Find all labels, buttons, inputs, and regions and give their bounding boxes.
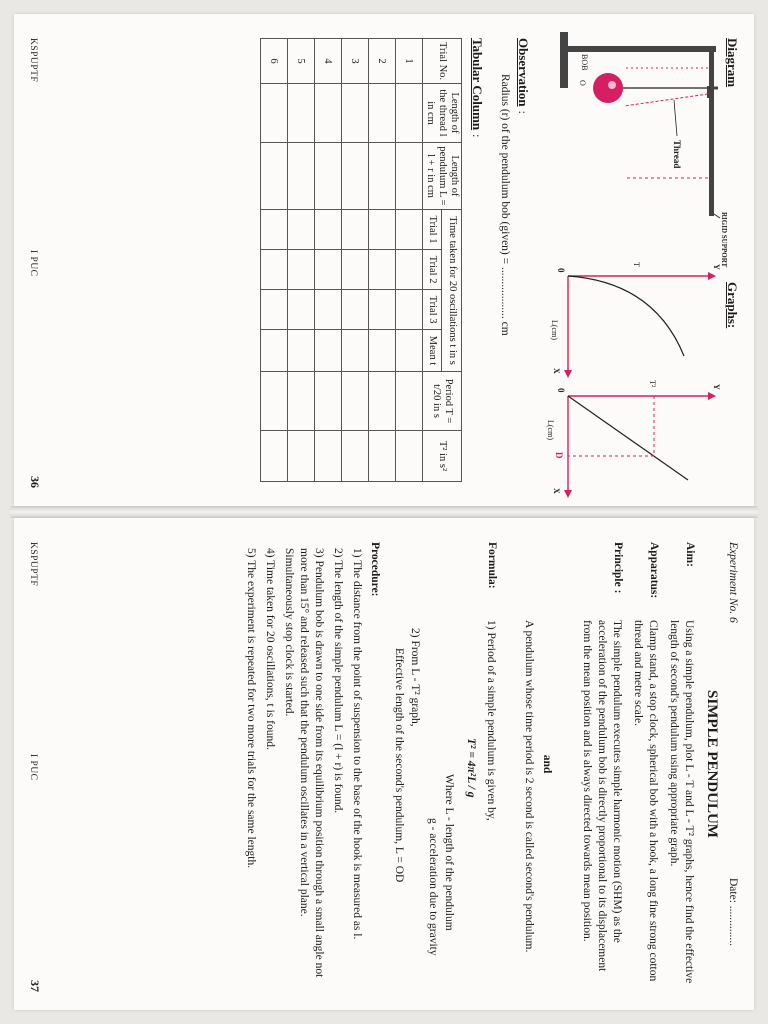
thread-pointer bbox=[674, 100, 677, 136]
date-field: Date: .............. bbox=[727, 878, 739, 947]
empty-cell bbox=[342, 84, 369, 143]
th-thread: Length of the thread l in cm bbox=[423, 84, 462, 143]
graph2-y-label: T² bbox=[648, 380, 657, 388]
graph2-point-d: D bbox=[554, 452, 564, 459]
graph2-x-arrow-label: X bbox=[552, 488, 561, 494]
graph2-x-label: L(cm) bbox=[546, 420, 555, 440]
procedure-step-2: 2) The length of the simple pendulum L = (l + r) is found. bbox=[332, 548, 344, 814]
trial-number-cell: 1 bbox=[396, 39, 423, 84]
graph2-x-arrowhead bbox=[564, 490, 572, 498]
aim-text: Using a simple pendulum, plot L - T and L - T² graphs, hence find the effective length of second's pendulum using appropriate graph. bbox=[668, 620, 695, 984]
observation-table bbox=[260, 38, 462, 482]
graph2-y-arrowhead bbox=[708, 392, 716, 400]
graph2-origin: 0 bbox=[556, 388, 566, 393]
observation-heading: Observation bbox=[516, 38, 531, 107]
empty-cell bbox=[396, 84, 423, 143]
apparatus-text: Clamp stand, a stop clock, spherical bob with a hook, a long fine strong cotton thread and metre scale. bbox=[632, 620, 659, 982]
empty-cell bbox=[315, 372, 342, 431]
page-37 bbox=[14, 518, 754, 1010]
table-body bbox=[261, 39, 423, 482]
empty-cell bbox=[288, 330, 315, 372]
graph1-origin: 0 bbox=[556, 268, 566, 273]
empty-cell bbox=[288, 250, 315, 290]
rigid-support-label: RIGID SUPPORT bbox=[720, 212, 728, 268]
tabular-heading: Tabular Column bbox=[470, 38, 485, 131]
aim-label: Aim: bbox=[684, 542, 696, 567]
formula-equation: T² = 4π²L / g bbox=[465, 738, 477, 798]
graph1-y-label: T bbox=[632, 262, 641, 267]
bob-label: BOB bbox=[580, 54, 589, 71]
bob-circle bbox=[593, 73, 623, 103]
th-trial3: Trial 3 bbox=[423, 290, 443, 330]
footer-left: KSPUPTF bbox=[28, 542, 38, 587]
thread-label: Thread bbox=[672, 140, 682, 169]
empty-cell bbox=[261, 372, 288, 431]
empty-cell bbox=[315, 431, 342, 482]
graph-l-t bbox=[544, 260, 724, 380]
empty-cell bbox=[288, 210, 315, 250]
graph2-line bbox=[568, 396, 688, 480]
th-period: Period T = t/20 in s bbox=[423, 372, 462, 431]
graphs-heading: Graphs: bbox=[725, 282, 740, 329]
empty-cell bbox=[315, 84, 342, 143]
pendulum-diagram bbox=[542, 28, 732, 268]
procedure-step-1: 1) The distance from the point of suspension to the base of the hook is measured as l. bbox=[351, 548, 363, 940]
empty-cell bbox=[396, 330, 423, 372]
th-trial1: Trial 1 bbox=[423, 210, 443, 250]
seconds-pendulum-text: A pendulum whose time period is 2 second is called second's pendulum. bbox=[523, 620, 535, 953]
empty-cell bbox=[288, 372, 315, 431]
graph1-y-arrow-label: Y bbox=[712, 264, 721, 270]
page-number: 36 bbox=[28, 476, 42, 488]
principle-text: The simple pendulum executes simple harmonic motion (SHM) as the acceleration of the pendulum bob is directly proportional to its displacement from the mean position and is always directed towards mean position. bbox=[581, 620, 623, 972]
experiment-title: SIMPLE PENDULUM bbox=[704, 690, 720, 838]
observation-colon: : bbox=[516, 110, 528, 114]
where-line-1: Where L - length of the pendulum bbox=[443, 774, 455, 931]
experiment-number: Experiment No. 6 bbox=[727, 542, 739, 623]
bob-highlight bbox=[608, 81, 616, 89]
empty-cell bbox=[315, 290, 342, 330]
empty-cell bbox=[261, 210, 288, 250]
empty-cell bbox=[369, 84, 396, 143]
formula-label: Formula: bbox=[486, 542, 498, 589]
observation-line bbox=[514, 38, 532, 114]
graph1-curve bbox=[568, 276, 684, 356]
procedure-heading: Procedure: bbox=[369, 542, 381, 597]
empty-cell bbox=[369, 330, 396, 372]
graph1-x-label: L(cm) bbox=[550, 320, 559, 340]
empty-cell bbox=[369, 372, 396, 431]
page-number: 37 bbox=[28, 980, 42, 992]
empty-cell bbox=[315, 250, 342, 290]
table-row bbox=[342, 39, 369, 482]
graph1-y-arrowhead bbox=[708, 272, 716, 280]
th-mean: Mean t bbox=[423, 330, 443, 372]
th-pendulum: Length of pendulum L = l + r in cm bbox=[423, 143, 462, 210]
trial-number-cell: 5 bbox=[288, 39, 315, 84]
empty-cell bbox=[288, 431, 315, 482]
empty-cell bbox=[288, 290, 315, 330]
empty-cell bbox=[369, 431, 396, 482]
empty-cell bbox=[261, 330, 288, 372]
origin-o-label: O bbox=[578, 80, 587, 86]
book-gutter bbox=[10, 506, 758, 518]
apparatus-label: Apparatus: bbox=[648, 542, 660, 599]
graph1-x-arrow-label: X bbox=[552, 368, 561, 374]
trial-number-cell: 2 bbox=[369, 39, 396, 84]
footer-center: I PUC bbox=[28, 754, 38, 781]
empty-cell bbox=[342, 143, 369, 210]
footer-left: KSPUPTF bbox=[28, 38, 38, 83]
procedure-step-4: 4) Time taken for 20 oscillations, t is found. bbox=[264, 548, 276, 750]
empty-cell bbox=[396, 290, 423, 330]
empty-cell bbox=[342, 290, 369, 330]
empty-cell bbox=[396, 143, 423, 210]
empty-cell bbox=[369, 290, 396, 330]
empty-cell bbox=[315, 210, 342, 250]
page-36 bbox=[14, 14, 754, 506]
trial-number-cell: 3 bbox=[342, 39, 369, 84]
diagram-heading: Diagram bbox=[725, 38, 740, 88]
empty-cell bbox=[315, 143, 342, 210]
table-row bbox=[261, 39, 288, 482]
radius-line: Radius (r) of the pendulum bob (given) = .................. cm bbox=[499, 74, 511, 336]
where-line-2: g - acceleration due to gravity bbox=[427, 818, 439, 956]
and-text: and bbox=[541, 754, 553, 774]
table-row bbox=[315, 39, 342, 482]
th-trial: Trial No. bbox=[423, 39, 462, 84]
tabular-colon: : bbox=[470, 134, 482, 138]
procedure-list bbox=[239, 548, 364, 988]
empty-cell bbox=[396, 210, 423, 250]
empty-cell bbox=[369, 210, 396, 250]
table-row bbox=[369, 39, 396, 482]
footer-center: I PUC bbox=[28, 250, 38, 277]
graph-l-t2 bbox=[544, 380, 724, 500]
table-row bbox=[288, 39, 315, 482]
empty-cell bbox=[342, 250, 369, 290]
empty-cell bbox=[261, 84, 288, 143]
empty-cell bbox=[342, 210, 369, 250]
graph2-y-arrow-label: Y bbox=[712, 384, 721, 390]
thread-swing-line bbox=[624, 94, 708, 106]
empty-cell bbox=[396, 431, 423, 482]
table-row bbox=[396, 39, 423, 482]
th-trial2: Trial 2 bbox=[423, 250, 443, 290]
formula-2b-text: Effective length of the second's pendulum, L = OD bbox=[393, 648, 405, 883]
empty-cell bbox=[396, 250, 423, 290]
procedure-step-3: 3) Pendulum bob is drawn to one side from its equilibrium position through a small angle not more than 15° and released such that the pendulum oscillates in a vertical plane. Simultaneously stop clock is started. bbox=[283, 548, 325, 978]
graph1-x-arrowhead bbox=[564, 370, 572, 378]
empty-cell bbox=[261, 290, 288, 330]
empty-cell bbox=[342, 372, 369, 431]
empty-cell bbox=[396, 372, 423, 431]
empty-cell bbox=[342, 330, 369, 372]
formula-2-text: 2) From L - T² graph, bbox=[409, 628, 421, 727]
empty-cell bbox=[288, 84, 315, 143]
empty-cell bbox=[342, 431, 369, 482]
empty-cell bbox=[288, 143, 315, 210]
empty-cell bbox=[369, 143, 396, 210]
th-t2: T² in s² bbox=[423, 431, 462, 482]
formula-1-text: 1) Period of a simple pendulum is given by, bbox=[485, 620, 497, 821]
empty-cell bbox=[315, 330, 342, 372]
th-time-group: Time taken for 20 oscillations t in s bbox=[442, 210, 462, 372]
empty-cell bbox=[369, 250, 396, 290]
trial-number-cell: 4 bbox=[315, 39, 342, 84]
empty-cell bbox=[261, 250, 288, 290]
principle-label: Principle : bbox=[612, 542, 624, 594]
tabular-line bbox=[468, 38, 486, 137]
empty-cell bbox=[261, 143, 288, 210]
empty-cell bbox=[261, 431, 288, 482]
procedure-step-5: 5) The experiment is repeated for two more trials for the same length. bbox=[245, 548, 257, 869]
trial-number-cell: 6 bbox=[261, 39, 288, 84]
